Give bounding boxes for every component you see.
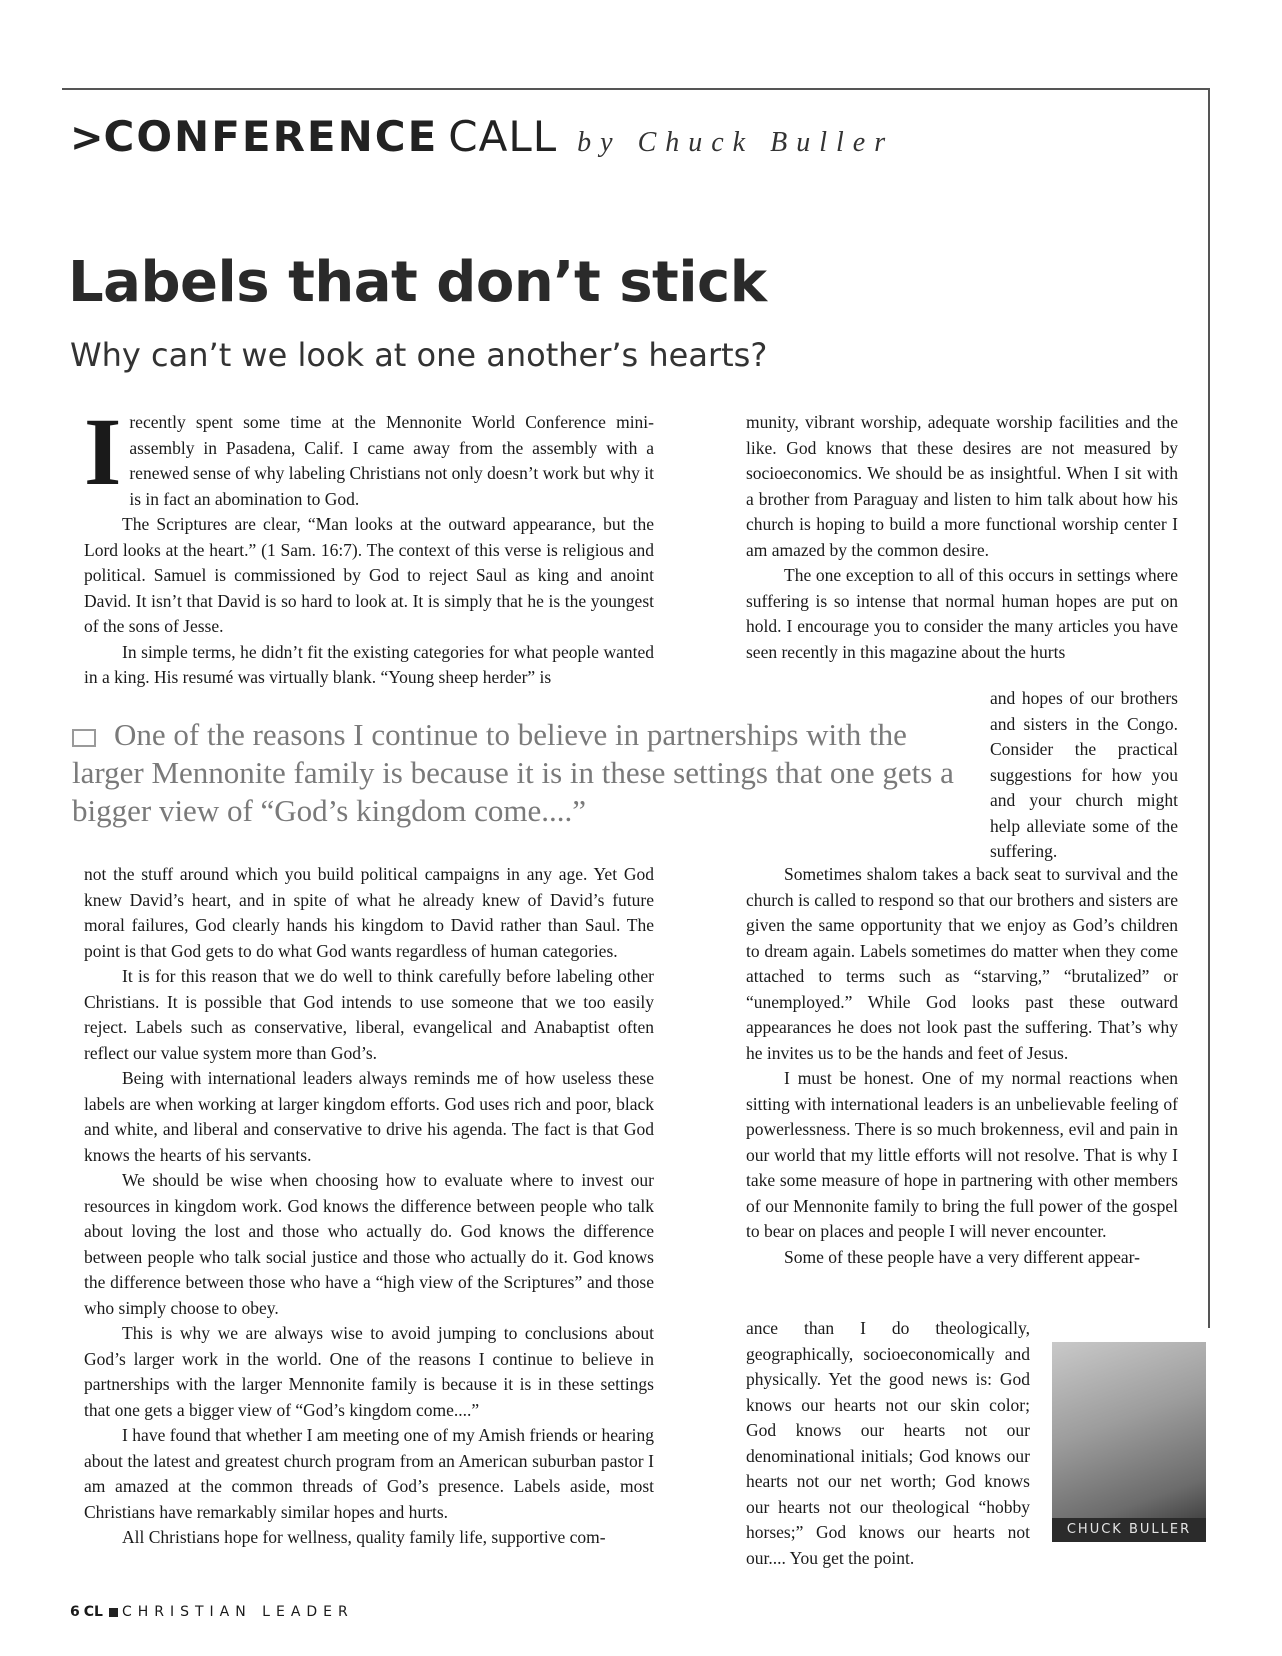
right-rule bbox=[1208, 88, 1210, 1328]
paragraph: Being with international leaders always reminds me of how useless these labels are when working at larger kingdom efforts. God uses rich and poor, black and white, and liberal and conservative to drive his agenda. The fact is that God knows the hearts of his servants. bbox=[84, 1068, 654, 1165]
magazine-abbr: CL bbox=[83, 1604, 103, 1620]
paragraph: Sometimes shalom takes a back seat to survival and the church is called to respond so that our brothers and sisters are given the same opportunity that we enjoy as God’s children to dream again. Labels sometimes do matter when they come attached to terms such as “starving,” “brutalized” or “unemployed.” While God looks past these outward appearances he does not look past the suffering. That’s why he invites us to be the hands and feet of Jesus. bbox=[746, 864, 1178, 1063]
paragraph: munity, vibrant worship, adequate worship facilities and the like. God knows that these desires are not measured by socioeconomics. We should be as insightful. When I sit with a brother from Paraguay and listen to him talk about how his church is hoping to build a more functional worship center I am amazed by the common desire. bbox=[746, 412, 1178, 560]
magazine-name: CHRISTIAN LEADER bbox=[121, 1604, 354, 1620]
section-title-light: CALL bbox=[448, 112, 558, 161]
section-title-bold: CONFERENCE bbox=[103, 112, 439, 161]
paragraph: All Christians hope for wellness, quality family life, supportive com- bbox=[122, 1527, 606, 1547]
paragraph: ance than I do theologically, geographically, socioeconomically and physically. Yet the good news is: God knows our hearts not our skin color; God knows our hearts not our denominational initials; God knows our hearts not our net worth; God knows our hearts not our theological “hobby horses;” God knows our hearts not our.... You get the point. bbox=[746, 1318, 1030, 1568]
column-1 bbox=[84, 398, 654, 691]
paragraph: I have found that whether I am meeting one of my Amish friends or hearing about the latest and greatest church program from an American suburban pastor I am amazed at the common threads of God’s presence. Labels aside, most Christians have remarkably similar hopes and hurts. bbox=[84, 1425, 654, 1522]
column-2-bottom bbox=[746, 862, 1178, 1270]
drop-cap: I bbox=[84, 398, 122, 505]
author-photo bbox=[1052, 1342, 1206, 1542]
photo-caption: CHUCK BULLER bbox=[1052, 1518, 1206, 1542]
section-header bbox=[70, 112, 894, 161]
paragraph: Some of these people have a very different appear- bbox=[784, 1246, 1140, 1267]
paragraph: This is why we are always wise to avoid jumping to conclusions about God’s larger work in the world. One of the reasons I continue to believe in partnerships with the larger Mennonite family is because it is in these settings that one gets a bigger view of “God’s kingdom come....” bbox=[84, 1323, 654, 1420]
byline: by Chuck Buller bbox=[577, 127, 895, 158]
column-2-beside-photo bbox=[746, 1316, 1030, 1571]
page-footer bbox=[70, 1604, 354, 1620]
page-number: 6 bbox=[70, 1604, 80, 1620]
header-arrow: > bbox=[70, 115, 104, 161]
headline: Labels that don’t stick bbox=[68, 250, 767, 315]
paragraph: Irecently spent some time at the Mennonite World Conference mini-assembly in Pasadena, Calif. I came away from the assembly with a renewed sense of why labeling Christians not only doesn’t work but why it is in fact an abomination to God. bbox=[84, 398, 654, 509]
paragraph: In simple terms, he didn’t fit the existing categories for what people wanted in a king. His resumé was virtually blank. “Young sheep herder” is bbox=[84, 641, 654, 687]
paragraph: It is for this reason that we do well to think carefully before labeling other Christians. It is possible that God intends to use someone that we too easily reject. Labels such as conservative, liberal, evangelical and Anabaptist often reflect our value system more than God’s. bbox=[84, 966, 654, 1063]
paragraph: The Scriptures are clear, “Man looks at the outward appearance, but the Lord looks at the heart.” (1 Sam. 16:7). The context of this verse is religious and political. Samuel is commissioned by God to reject Saul as king and anoint David. It isn’t that David is so hard to look at. It is simply that he is the youngest of the sons of Jesse. bbox=[84, 514, 654, 636]
column-1-bottom bbox=[84, 862, 654, 1551]
paragraph: and hopes of our brothers and sisters in the Congo. Consider the practical suggestions for how you and your church might help alleviate some of the suffering. bbox=[990, 688, 1178, 861]
quote-box-icon bbox=[72, 729, 96, 747]
deck-subtitle: Why can’t we look at one another’s hearts? bbox=[70, 336, 768, 374]
column-2-top bbox=[746, 410, 1178, 665]
paragraph: I must be honest. One of my normal reactions when sitting with international leaders is an unbelievable feeling of powerlessness. There is so much brokenness, evil and pain in our world that my little efforts will not resolve. That is why I take some measure of hope in partnering with other members of our Mennonite family to bring the full power of the gospel to bear on places and people I will never encounter. bbox=[746, 1068, 1178, 1241]
column-2-narrow bbox=[990, 686, 1178, 865]
paragraph: not the stuff around which you build political campaigns in any age. Yet God knew David’s heart, and in spite of what he already knew of David’s future moral failures, God clearly hands his kingdom to David rather than Saul. The point is that God gets to do what God wants regardless of human categories. bbox=[84, 864, 654, 961]
paragraph: We should be wise when choosing how to evaluate where to invest our resources in kingdom work. God knows the difference between people who talk about loving the lost and those who actually do. God knows the difference between people who talk social justice and those who actually do it. God knows the difference between those who have a “high view of the Scriptures” and those who simply choose to obey. bbox=[84, 1170, 654, 1318]
square-bullet-icon bbox=[109, 1608, 118, 1617]
pull-quote: One of the reasons I continue to believe in partnerships with the larger Mennonite family is because it is in these settings that one gets a bigger view of “God’s kingdom come....” bbox=[72, 717, 954, 828]
paragraph: The one exception to all of this occurs in settings where suffering is so intense that normal human hopes are put on hold. I encourage you to consider the many articles you have seen recently in this magazine about the hurts bbox=[746, 565, 1178, 662]
top-rule bbox=[62, 88, 1210, 90]
